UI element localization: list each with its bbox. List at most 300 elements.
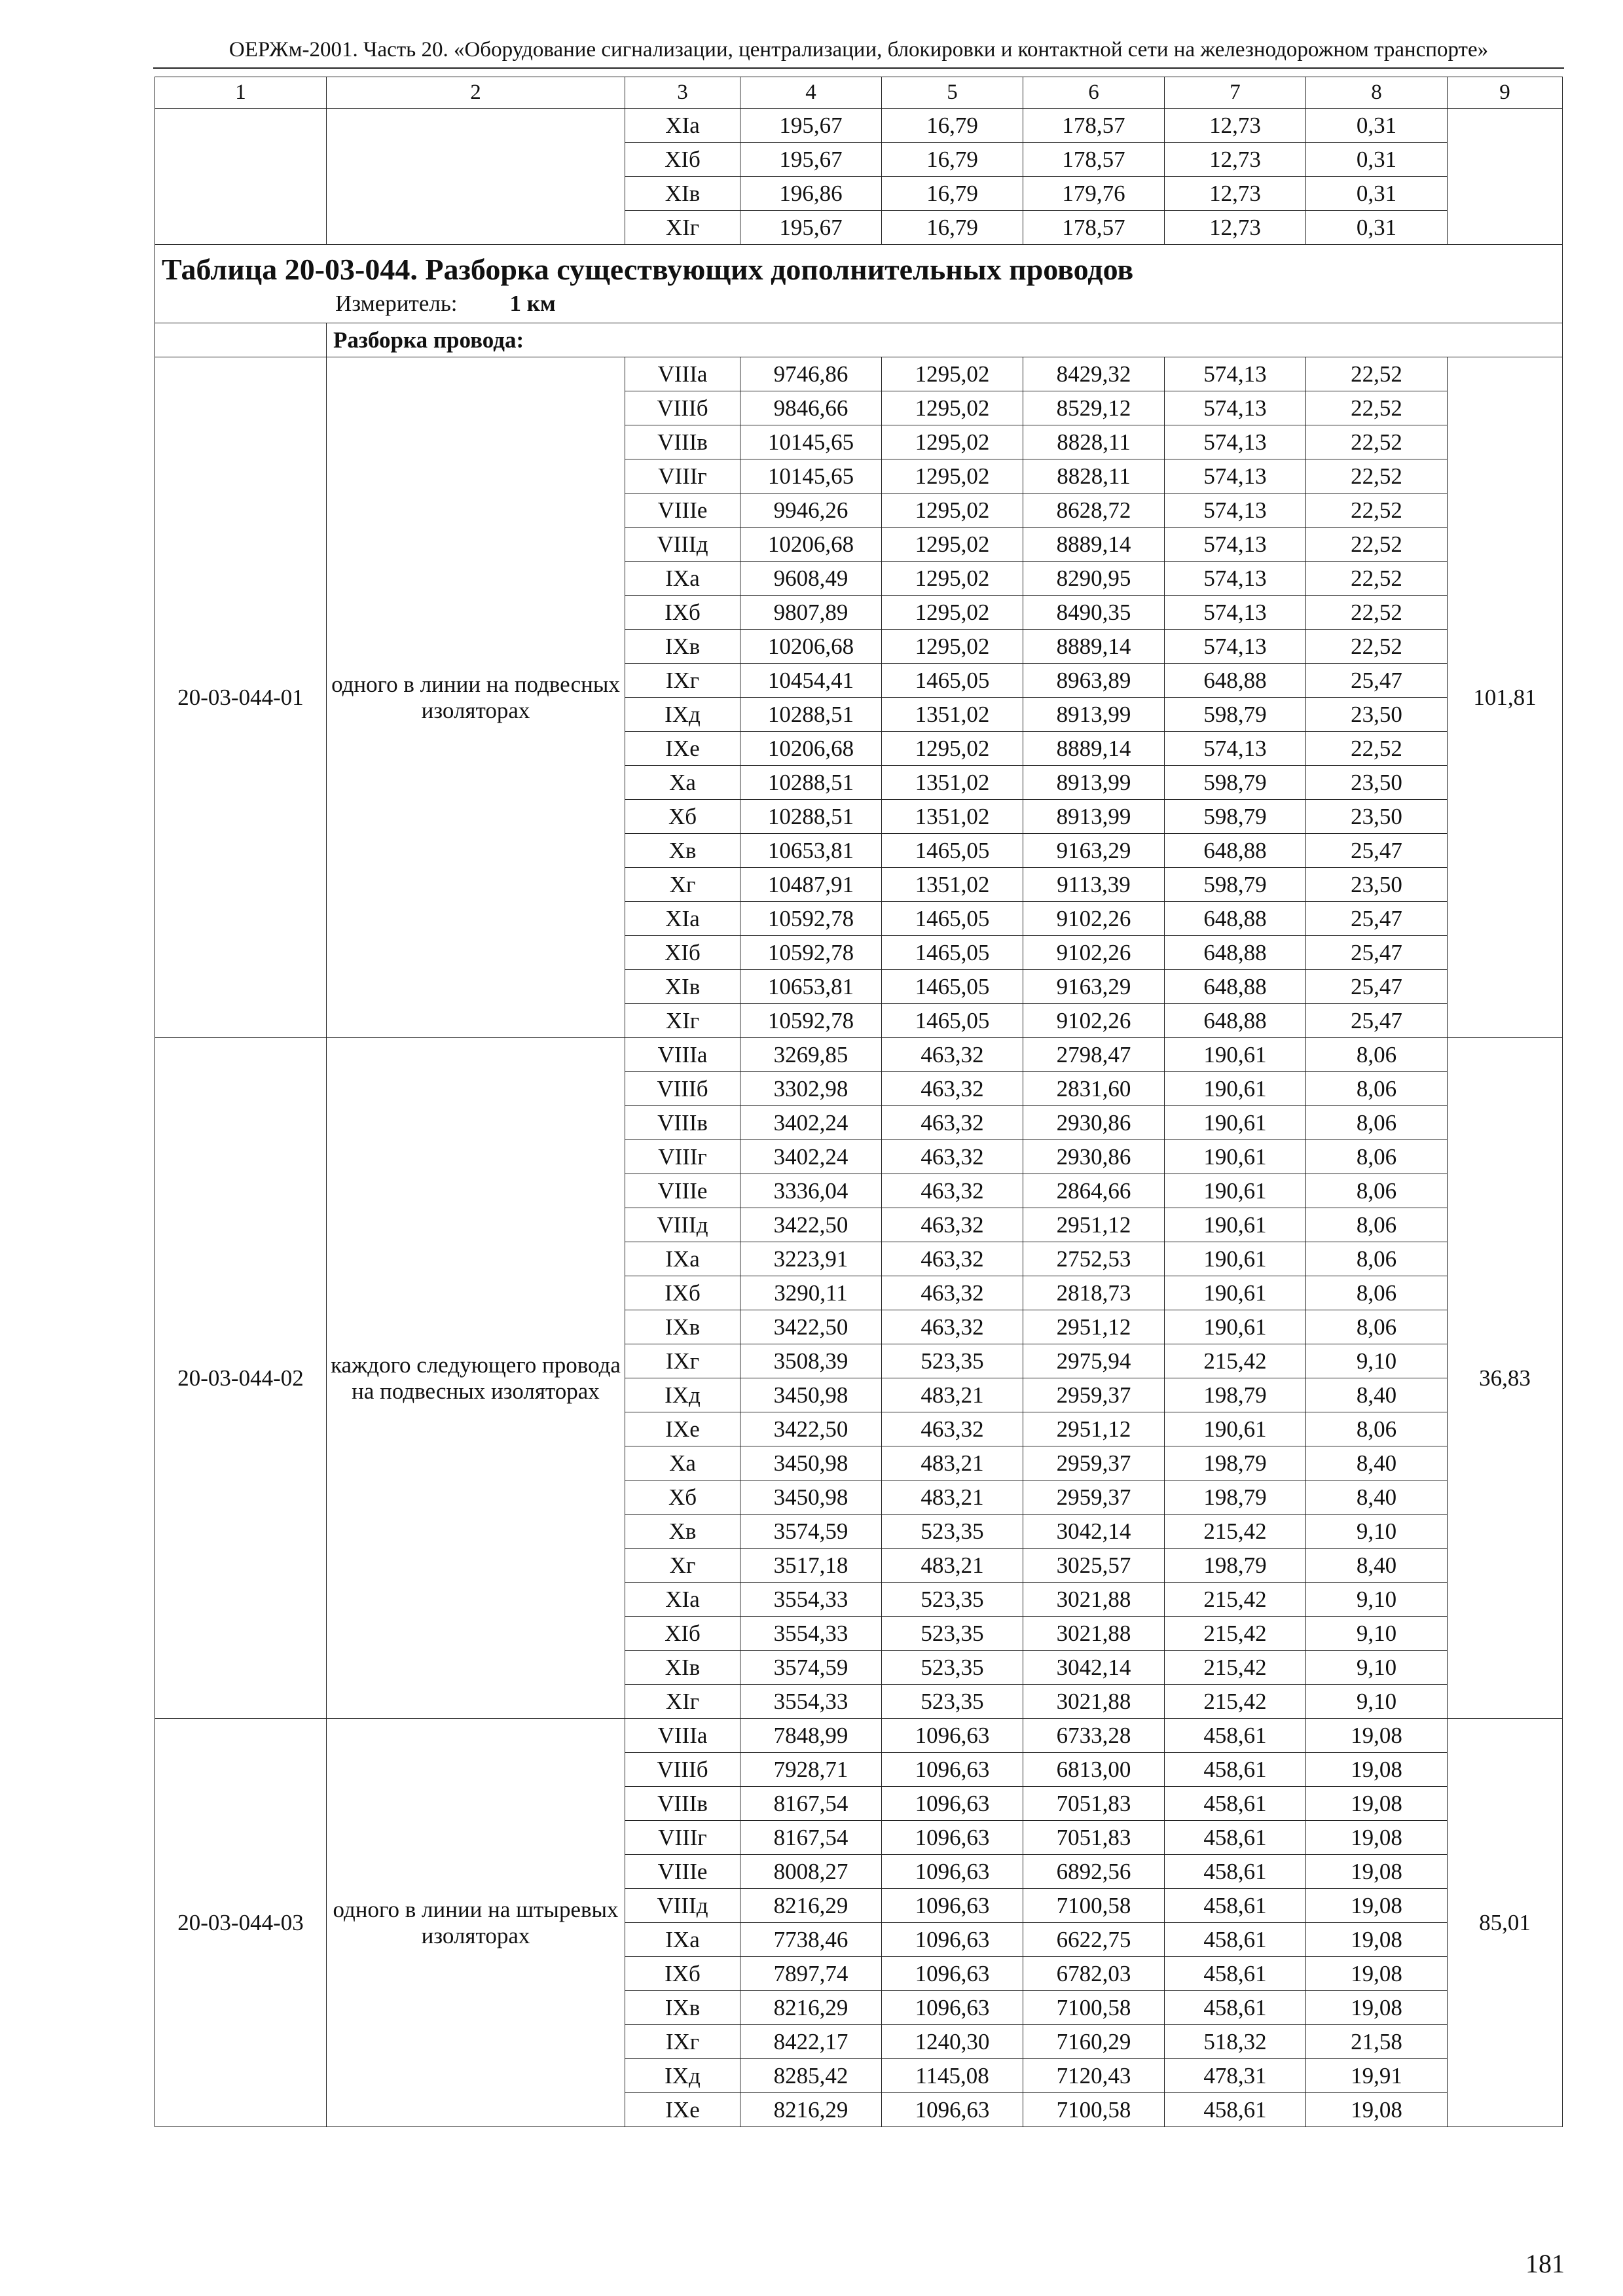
category-cell: VIIIб <box>625 1753 740 1787</box>
value-cell: 458,61 <box>1165 1855 1306 1889</box>
value-cell: 598,79 <box>1165 868 1306 902</box>
value-cell: 8216,29 <box>740 1991 882 2025</box>
value-cell: 12,73 <box>1165 143 1306 177</box>
value-cell: 190,61 <box>1165 1106 1306 1140</box>
value-cell: 1096,63 <box>882 1889 1023 1923</box>
value-cell: 3336,04 <box>740 1174 882 1208</box>
value-cell: 9163,29 <box>1023 970 1165 1004</box>
value-cell: 21,58 <box>1306 2025 1448 2059</box>
value-cell: 22,52 <box>1306 630 1448 664</box>
value-cell: 8,40 <box>1306 1480 1448 1515</box>
value-cell: 3302,98 <box>740 1072 882 1106</box>
value-cell: 458,61 <box>1165 1923 1306 1957</box>
value-cell: 2930,86 <box>1023 1140 1165 1174</box>
value-cell: 19,08 <box>1306 1753 1448 1787</box>
value-cell: 1351,02 <box>882 698 1023 732</box>
category-cell: VIIIа <box>625 1038 740 1072</box>
value-cell: 8963,89 <box>1023 664 1165 698</box>
value-cell: 23,50 <box>1306 800 1448 834</box>
value-cell: 8008,27 <box>740 1855 882 1889</box>
value-cell: 6892,56 <box>1023 1855 1165 1889</box>
value-cell: 1295,02 <box>882 562 1023 596</box>
category-cell: VIIIе <box>625 1855 740 1889</box>
category-cell: VIIIе <box>625 1174 740 1208</box>
meter-line <box>335 291 1554 316</box>
category-cell: XIб <box>625 936 740 970</box>
category-cell: XIа <box>625 902 740 936</box>
value-cell: 3450,98 <box>740 1446 882 1480</box>
category-cell: Xб <box>625 1480 740 1515</box>
value-cell: 25,47 <box>1306 936 1448 970</box>
value-cell: 458,61 <box>1165 1889 1306 1923</box>
value-cell: 1465,05 <box>882 936 1023 970</box>
subheader-spacer <box>155 323 327 357</box>
value-cell: 7100,58 <box>1023 1991 1165 2025</box>
value-cell: 3422,50 <box>740 1412 882 1446</box>
table-title: Таблица 20-03-044. Разборка существующих дополнительных проводов <box>162 253 1134 286</box>
value-cell: 7120,43 <box>1023 2059 1165 2093</box>
value-cell: 19,08 <box>1306 1855 1448 1889</box>
value-cell: 10206,68 <box>740 630 882 664</box>
rates-table <box>155 77 1563 2127</box>
value-cell: 195,67 <box>740 143 882 177</box>
value-cell: 523,35 <box>882 1685 1023 1719</box>
value-cell: 8,06 <box>1306 1208 1448 1242</box>
value-cell: 8828,11 <box>1023 459 1165 493</box>
value-cell: 9102,26 <box>1023 936 1165 970</box>
value-cell: 8628,72 <box>1023 493 1165 528</box>
value-cell: 2951,12 <box>1023 1310 1165 1344</box>
category-cell: VIIIб <box>625 391 740 425</box>
value-cell: 10653,81 <box>740 970 882 1004</box>
category-cell: IXв <box>625 1991 740 2025</box>
value-cell: 2864,66 <box>1023 1174 1165 1208</box>
value-cell: 1145,08 <box>882 2059 1023 2093</box>
value-cell: 3554,33 <box>740 1583 882 1617</box>
value-cell: 10206,68 <box>740 528 882 562</box>
header-rule <box>153 67 1564 69</box>
value-cell: 3042,14 <box>1023 1651 1165 1685</box>
value-cell: 8,06 <box>1306 1276 1448 1310</box>
value-cell: 648,88 <box>1165 834 1306 868</box>
value-cell: 463,32 <box>882 1276 1023 1310</box>
value-cell: 598,79 <box>1165 800 1306 834</box>
value-cell: 9,10 <box>1306 1617 1448 1651</box>
subheader-cell: Разборка провода: <box>327 323 1563 357</box>
value-cell: 523,35 <box>882 1344 1023 1378</box>
value-cell: 8889,14 <box>1023 732 1165 766</box>
value-cell: 6733,28 <box>1023 1719 1165 1753</box>
value-cell: 25,47 <box>1306 902 1448 936</box>
value-cell: 2798,47 <box>1023 1038 1165 1072</box>
value-cell: 598,79 <box>1165 766 1306 800</box>
value-cell: 7897,74 <box>740 1957 882 1991</box>
value-cell: 458,61 <box>1165 1957 1306 1991</box>
value-cell: 3021,88 <box>1023 1617 1165 1651</box>
value-cell: 190,61 <box>1165 1140 1306 1174</box>
value-cell: 574,13 <box>1165 493 1306 528</box>
category-cell: Xг <box>625 1549 740 1583</box>
value-cell: 19,08 <box>1306 1821 1448 1855</box>
category-cell: VIIIд <box>625 1889 740 1923</box>
value-cell: 463,32 <box>882 1208 1023 1242</box>
table-row <box>155 109 1563 143</box>
category-cell: XIг <box>625 1004 740 1038</box>
value-cell: 1096,63 <box>882 2093 1023 2127</box>
value-cell: 178,57 <box>1023 143 1165 177</box>
value-cell: 1351,02 <box>882 800 1023 834</box>
value-cell: 3290,11 <box>740 1276 882 1310</box>
value-cell: 8,40 <box>1306 1378 1448 1412</box>
value-cell: 23,50 <box>1306 698 1448 732</box>
extra-cell <box>1448 109 1563 245</box>
value-cell: 9102,26 <box>1023 902 1165 936</box>
value-cell: 1295,02 <box>882 596 1023 630</box>
value-cell: 1351,02 <box>882 766 1023 800</box>
category-cell: XIв <box>625 970 740 1004</box>
category-cell: IXа <box>625 1923 740 1957</box>
value-cell: 1295,02 <box>882 493 1023 528</box>
page-number: 181 <box>1525 2249 1565 2278</box>
value-cell: 0,31 <box>1306 143 1448 177</box>
category-cell: VIIIб <box>625 1072 740 1106</box>
value-cell: 8828,11 <box>1023 425 1165 459</box>
value-cell: 574,13 <box>1165 391 1306 425</box>
value-cell: 8529,12 <box>1023 391 1165 425</box>
value-cell: 2951,12 <box>1023 1412 1165 1446</box>
value-cell: 23,50 <box>1306 766 1448 800</box>
value-cell: 9,10 <box>1306 1583 1448 1617</box>
value-cell: 8,06 <box>1306 1242 1448 1276</box>
value-cell: 7928,71 <box>740 1753 882 1787</box>
value-cell: 648,88 <box>1165 1004 1306 1038</box>
value-cell: 2959,37 <box>1023 1378 1165 1412</box>
value-cell: 3574,59 <box>740 1515 882 1549</box>
value-cell: 8,06 <box>1306 1106 1448 1140</box>
value-cell: 8,06 <box>1306 1038 1448 1072</box>
value-cell: 25,47 <box>1306 834 1448 868</box>
value-cell: 190,61 <box>1165 1038 1306 1072</box>
value-cell: 1295,02 <box>882 357 1023 391</box>
value-cell: 458,61 <box>1165 2093 1306 2127</box>
category-cell: IXв <box>625 630 740 664</box>
value-cell: 8167,54 <box>740 1821 882 1855</box>
value-cell: 19,08 <box>1306 2093 1448 2127</box>
value-cell: 1465,05 <box>882 970 1023 1004</box>
value-cell: 10288,51 <box>740 800 882 834</box>
value-cell: 16,79 <box>882 143 1023 177</box>
value-cell: 25,47 <box>1306 970 1448 1004</box>
value-cell: 19,08 <box>1306 1991 1448 2025</box>
value-cell: 9,10 <box>1306 1685 1448 1719</box>
value-cell: 0,31 <box>1306 177 1448 211</box>
category-cell: XIв <box>625 1651 740 1685</box>
value-cell: 8913,99 <box>1023 766 1165 800</box>
column-number: 8 <box>1306 77 1448 109</box>
value-cell: 1295,02 <box>882 528 1023 562</box>
value-cell: 19,08 <box>1306 1787 1448 1821</box>
value-cell: 7848,99 <box>740 1719 882 1753</box>
value-cell: 1096,63 <box>882 1719 1023 1753</box>
value-cell: 10592,78 <box>740 936 882 970</box>
value-cell: 9608,49 <box>740 562 882 596</box>
value-cell: 8889,14 <box>1023 528 1165 562</box>
value-cell: 3223,91 <box>740 1242 882 1276</box>
value-cell: 7100,58 <box>1023 2093 1165 2127</box>
category-cell: Xб <box>625 800 740 834</box>
column-number: 4 <box>740 77 882 109</box>
value-cell: 574,13 <box>1165 596 1306 630</box>
value-cell: 2831,60 <box>1023 1072 1165 1106</box>
rate-code: 20-03-044-01 <box>155 357 327 1038</box>
code-cell <box>155 109 327 245</box>
value-cell: 8913,99 <box>1023 800 1165 834</box>
table-title-row <box>155 245 1563 323</box>
value-cell: 215,42 <box>1165 1651 1306 1685</box>
value-cell: 9846,66 <box>740 391 882 425</box>
value-cell: 22,52 <box>1306 425 1448 459</box>
column-number: 2 <box>327 77 625 109</box>
value-cell: 190,61 <box>1165 1310 1306 1344</box>
value-cell: 9807,89 <box>740 596 882 630</box>
value-cell: 483,21 <box>882 1549 1023 1583</box>
value-cell: 9,10 <box>1306 1344 1448 1378</box>
rate-description: одного в линии на штыревых изоляторах <box>327 1719 625 2127</box>
category-cell: IXд <box>625 698 740 732</box>
category-cell: XIб <box>625 143 740 177</box>
category-cell: VIIIг <box>625 459 740 493</box>
value-cell: 9163,29 <box>1023 834 1165 868</box>
value-cell: 19,08 <box>1306 1957 1448 1991</box>
value-cell: 179,76 <box>1023 177 1165 211</box>
value-cell: 463,32 <box>882 1310 1023 1344</box>
value-cell: 1295,02 <box>882 425 1023 459</box>
category-cell: IXв <box>625 1310 740 1344</box>
category-cell: IXг <box>625 2025 740 2059</box>
value-cell: 22,52 <box>1306 391 1448 425</box>
value-cell: 3517,18 <box>740 1549 882 1583</box>
column-number: 7 <box>1165 77 1306 109</box>
value-cell: 3554,33 <box>740 1685 882 1719</box>
category-cell: IXб <box>625 596 740 630</box>
category-cell: VIIIе <box>625 493 740 528</box>
category-cell: VIIIв <box>625 1106 740 1140</box>
value-cell: 8,06 <box>1306 1174 1448 1208</box>
value-cell: 9,10 <box>1306 1651 1448 1685</box>
running-header: ОЕРЖм-2001. Часть 20. «Оборудование сигнализации, централизации, блокировки и контактной сети на железнодорожном транспорте» <box>228 38 1489 62</box>
category-cell: XIа <box>625 1583 740 1617</box>
value-cell: 463,32 <box>882 1106 1023 1140</box>
value-cell: 190,61 <box>1165 1412 1306 1446</box>
value-cell: 574,13 <box>1165 732 1306 766</box>
value-cell: 463,32 <box>882 1072 1023 1106</box>
value-cell: 3450,98 <box>740 1480 882 1515</box>
value-cell: 463,32 <box>882 1242 1023 1276</box>
value-cell: 0,31 <box>1306 109 1448 143</box>
value-cell: 458,61 <box>1165 1753 1306 1787</box>
value-cell: 2975,94 <box>1023 1344 1165 1378</box>
rate-description: одного в линии на подвесных изоляторах <box>327 357 625 1038</box>
category-cell: IXе <box>625 732 740 766</box>
value-cell: 648,88 <box>1165 970 1306 1004</box>
value-cell: 22,52 <box>1306 596 1448 630</box>
value-cell: 1295,02 <box>882 391 1023 425</box>
value-cell: 1295,02 <box>882 732 1023 766</box>
value-cell: 458,61 <box>1165 1991 1306 2025</box>
value-cell: 8216,29 <box>740 1889 882 1923</box>
category-cell: XIа <box>625 109 740 143</box>
value-cell: 574,13 <box>1165 562 1306 596</box>
column-number: 5 <box>882 77 1023 109</box>
category-cell: XIг <box>625 1685 740 1719</box>
value-cell: 463,32 <box>882 1174 1023 1208</box>
value-cell: 1295,02 <box>882 630 1023 664</box>
value-cell: 523,35 <box>882 1617 1023 1651</box>
value-cell: 10206,68 <box>740 732 882 766</box>
value-cell: 523,35 <box>882 1515 1023 1549</box>
value-cell: 190,61 <box>1165 1276 1306 1310</box>
value-cell: 22,52 <box>1306 459 1448 493</box>
value-cell: 9946,26 <box>740 493 882 528</box>
value-cell: 1096,63 <box>882 1855 1023 1889</box>
value-cell: 9,10 <box>1306 1515 1448 1549</box>
value-cell: 22,52 <box>1306 528 1448 562</box>
category-cell: IXб <box>625 1276 740 1310</box>
column-number: 9 <box>1448 77 1563 109</box>
value-cell: 10145,65 <box>740 425 882 459</box>
value-cell: 3574,59 <box>740 1651 882 1685</box>
value-cell: 23,50 <box>1306 868 1448 902</box>
value-cell: 3422,50 <box>740 1310 882 1344</box>
value-cell: 10145,65 <box>740 459 882 493</box>
value-cell: 478,31 <box>1165 2059 1306 2093</box>
table-title-cell <box>155 245 1563 323</box>
value-cell: 523,35 <box>882 1583 1023 1617</box>
value-cell: 574,13 <box>1165 425 1306 459</box>
column-number: 6 <box>1023 77 1165 109</box>
category-cell: IXе <box>625 1412 740 1446</box>
rate-extra: 101,81 <box>1448 357 1563 1038</box>
value-cell: 3554,33 <box>740 1617 882 1651</box>
value-cell: 198,79 <box>1165 1480 1306 1515</box>
value-cell: 3508,39 <box>740 1344 882 1378</box>
value-cell: 7051,83 <box>1023 1787 1165 1821</box>
value-cell: 7160,29 <box>1023 2025 1165 2059</box>
value-cell: 574,13 <box>1165 459 1306 493</box>
value-cell: 22,52 <box>1306 732 1448 766</box>
value-cell: 1096,63 <box>882 1753 1023 1787</box>
value-cell: 1096,63 <box>882 1923 1023 1957</box>
value-cell: 6813,00 <box>1023 1753 1165 1787</box>
value-cell: 19,08 <box>1306 1719 1448 1753</box>
value-cell: 22,52 <box>1306 562 1448 596</box>
value-cell: 598,79 <box>1165 698 1306 732</box>
category-cell: IXд <box>625 2059 740 2093</box>
value-cell: 178,57 <box>1023 109 1165 143</box>
value-cell: 1096,63 <box>882 1821 1023 1855</box>
value-cell: 195,67 <box>740 211 882 245</box>
value-cell: 8285,42 <box>740 2059 882 2093</box>
value-cell: 198,79 <box>1165 1378 1306 1412</box>
value-cell: 190,61 <box>1165 1242 1306 1276</box>
value-cell: 12,73 <box>1165 177 1306 211</box>
value-cell: 9113,39 <box>1023 868 1165 902</box>
value-cell: 198,79 <box>1165 1446 1306 1480</box>
value-cell: 1240,30 <box>882 2025 1023 2059</box>
category-cell: XIг <box>625 211 740 245</box>
category-cell: XIб <box>625 1617 740 1651</box>
table-body <box>155 77 1563 2127</box>
value-cell: 10653,81 <box>740 834 882 868</box>
value-cell: 16,79 <box>882 109 1023 143</box>
subheader-row <box>155 323 1563 357</box>
value-cell: 22,52 <box>1306 357 1448 391</box>
value-cell: 458,61 <box>1165 1719 1306 1753</box>
value-cell: 8,06 <box>1306 1072 1448 1106</box>
value-cell: 25,47 <box>1306 1004 1448 1038</box>
rate-extra: 36,83 <box>1448 1038 1563 1719</box>
table-row <box>155 357 1563 391</box>
value-cell: 8167,54 <box>740 1787 882 1821</box>
category-cell: IXг <box>625 664 740 698</box>
rate-code: 20-03-044-02 <box>155 1038 327 1719</box>
table-row <box>155 1038 1563 1072</box>
value-cell: 1465,05 <box>882 664 1023 698</box>
value-cell: 8422,17 <box>740 2025 882 2059</box>
value-cell: 190,61 <box>1165 1072 1306 1106</box>
category-cell: VIIIв <box>625 1787 740 1821</box>
value-cell: 8216,29 <box>740 2093 882 2127</box>
value-cell: 3021,88 <box>1023 1583 1165 1617</box>
category-cell: IXд <box>625 1378 740 1412</box>
value-cell: 483,21 <box>882 1446 1023 1480</box>
value-cell: 190,61 <box>1165 1208 1306 1242</box>
value-cell: 2951,12 <box>1023 1208 1165 1242</box>
value-cell: 12,73 <box>1165 109 1306 143</box>
value-cell: 483,21 <box>882 1378 1023 1412</box>
value-cell: 10592,78 <box>740 902 882 936</box>
value-cell: 523,35 <box>882 1651 1023 1685</box>
rate-extra: 85,01 <box>1448 1719 1563 2127</box>
value-cell: 10288,51 <box>740 698 882 732</box>
value-cell: 25,47 <box>1306 664 1448 698</box>
value-cell: 196,86 <box>740 177 882 211</box>
category-cell: Xа <box>625 766 740 800</box>
category-cell: VIIIв <box>625 425 740 459</box>
value-cell: 3402,24 <box>740 1140 882 1174</box>
value-cell: 9746,86 <box>740 357 882 391</box>
value-cell: 2930,86 <box>1023 1106 1165 1140</box>
category-cell: VIIIг <box>625 1821 740 1855</box>
category-cell: VIIIа <box>625 1719 740 1753</box>
value-cell: 2959,37 <box>1023 1480 1165 1515</box>
value-cell: 458,61 <box>1165 1821 1306 1855</box>
value-cell: 8,40 <box>1306 1549 1448 1583</box>
value-cell: 10592,78 <box>740 1004 882 1038</box>
value-cell: 1295,02 <box>882 459 1023 493</box>
column-number-row <box>155 77 1563 109</box>
rate-code: 20-03-044-03 <box>155 1719 327 2127</box>
value-cell: 483,21 <box>882 1480 1023 1515</box>
value-cell: 6622,75 <box>1023 1923 1165 1957</box>
value-cell: 16,79 <box>882 177 1023 211</box>
value-cell: 463,32 <box>882 1412 1023 1446</box>
column-number: 3 <box>625 77 740 109</box>
description-cell <box>327 109 625 245</box>
value-cell: 215,42 <box>1165 1515 1306 1549</box>
value-cell: 7100,58 <box>1023 1889 1165 1923</box>
value-cell: 648,88 <box>1165 936 1306 970</box>
